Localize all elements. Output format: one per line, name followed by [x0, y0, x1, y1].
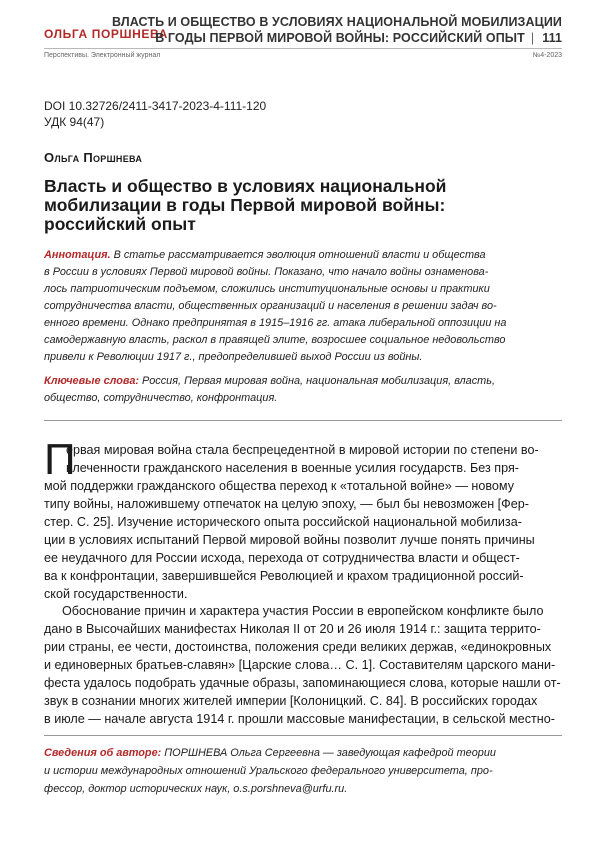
keywords-line	[44, 373, 562, 390]
body-line: Обоснование причин и характера участия России в европейском конфликте было	[62, 604, 544, 618]
body-line: влеченности гражданского населения в военные усилия государств. Без пря-	[66, 461, 519, 475]
abstract-line: в России в условиях Первой мировой войны. Показано, что начало войны ознаменова-	[44, 266, 489, 278]
body-line: рии страны, ее чести, достоинства, положения среди великих держав, «единокровных	[44, 640, 552, 654]
journal-issue: №4-2023	[532, 52, 562, 59]
abstract-line: сотрудничества власти, общественных организаций и населения в решении задач во-	[44, 300, 497, 312]
abstract-line	[44, 247, 562, 264]
article-author: Ольга Поршнева	[44, 150, 143, 165]
header-title	[112, 14, 562, 46]
body-line: типу войны, наложившему отпечаток на целую эпоху, — был бы невозможен [Фер-	[44, 497, 529, 511]
abstract-line: лось патриотическим подъемом, сложились институциональные основы и практики	[44, 283, 490, 295]
keywords-label: Ключевые слова:	[44, 375, 140, 387]
header-author: ОЛЬГА ПОРШНЕВА	[44, 27, 168, 41]
header-title-line-2-text: В ГОДЫ ПЕРВОЙ МИРОВОЙ ВОЙНЫ: РОССИЙСКИЙ ОПЫТ	[155, 31, 525, 45]
title-line: Власть и общество в условиях национальной	[44, 176, 447, 196]
about-label: Сведения об авторе:	[44, 747, 162, 759]
keywords	[44, 373, 562, 407]
about-text: ПОРШНЕВА Ольга Сергеевна — заведующая кафедрой теории	[161, 747, 496, 759]
body-line: ской государственности.	[44, 587, 188, 601]
journal-name: Перспективы. Электронный журнал	[44, 52, 161, 59]
body-line: ва к конфронтации, завершившейся Революцией и крахом традиционной россий-	[44, 569, 524, 583]
keywords-text: Россия, Первая мировая война, национальная мобилизация, власть,	[139, 375, 495, 387]
page-number: 111	[542, 31, 562, 45]
about-line	[44, 744, 562, 762]
body-line: в июле — начале августа 1914 г. прошли массовые манифестации, в сельской местно-	[44, 712, 555, 726]
doi: DOI 10.32726/2411-3417-2023-4-111-120	[44, 99, 267, 113]
body-line: дано в Высочайших манифестах Николая II от 20 и 26 июля 1914 г.: защита террито-	[44, 622, 541, 636]
about-author	[44, 744, 562, 798]
udc: УДК 94(47)	[44, 115, 105, 129]
abstract	[44, 247, 562, 366]
article-title	[44, 177, 514, 234]
abstract-text: В статье рассматривается эволюция отношений власти и общества	[110, 249, 486, 261]
about-line: и истории международных отношений Уральского федерального университета, про-	[44, 765, 493, 777]
header-divider	[44, 48, 562, 49]
body-line: ервая мировая война стала беспрецедентной в мировой истории по степени во-	[66, 443, 539, 457]
abstract-line: привели к Революции 1917 г., предопределившей выход России из войны.	[44, 351, 423, 363]
title-line: мобилизации в годы Первой мировой войны:	[44, 195, 446, 215]
section-divider	[44, 420, 562, 421]
body-line: ции в условиях испытаний Первой мировой войны позволит лучше понять причины	[44, 533, 535, 547]
body-line: мой поддержки гражданского общества переход к «тотальной войне» — новому	[44, 479, 515, 493]
keywords-line: общество, сотрудничество, конфронтация.	[44, 392, 278, 404]
header-title-line-1: ВЛАСТЬ И ОБЩЕСТВО В УСЛОВИЯХ НАЦИОНАЛЬНОЙ МОБИЛИЗАЦИИ	[112, 15, 562, 29]
body-line: ее неудачного для России исхода, перехода от сотрудничества власти и общест-	[44, 551, 520, 565]
body-paragraph-1	[44, 435, 562, 603]
abstract-line: самодержавную власть, раскол в правящей элите, возросшее социальное недовольство	[44, 334, 506, 346]
header-title-line-2	[112, 30, 562, 46]
about-line: фессор, доктор исторических наук, o.s.porshneva@urfu.ru.	[44, 783, 348, 795]
body-line: и единоверных братьев-славян» [Царские слова… С. 1]. Составителям царского мани-	[44, 658, 556, 672]
body-paragraph-2	[44, 602, 562, 728]
footnote-divider	[44, 735, 562, 736]
header-separator: |	[530, 31, 535, 45]
body-line: феста удалось подобрать удачные образы, запоминающиеся слова, которые нашли от-	[44, 676, 561, 690]
article-meta	[44, 98, 266, 130]
body-line: стер. С. 25]. Изучение исторического опыта российской национальной мобилиза-	[44, 515, 522, 529]
journal-line	[44, 52, 562, 59]
drop-cap: П	[44, 435, 76, 484]
abstract-label: Аннотация.	[44, 249, 111, 261]
body-line: звук в сознании многих жителей империи [Колоницкий. С. 84]. В российских городах	[44, 694, 538, 708]
abstract-line: енного времени. Однако предпринятая в 1915–1916 гг. атака либеральной оппозиции на	[44, 317, 507, 329]
running-header	[44, 12, 562, 46]
title-line: российский опыт	[44, 214, 196, 234]
